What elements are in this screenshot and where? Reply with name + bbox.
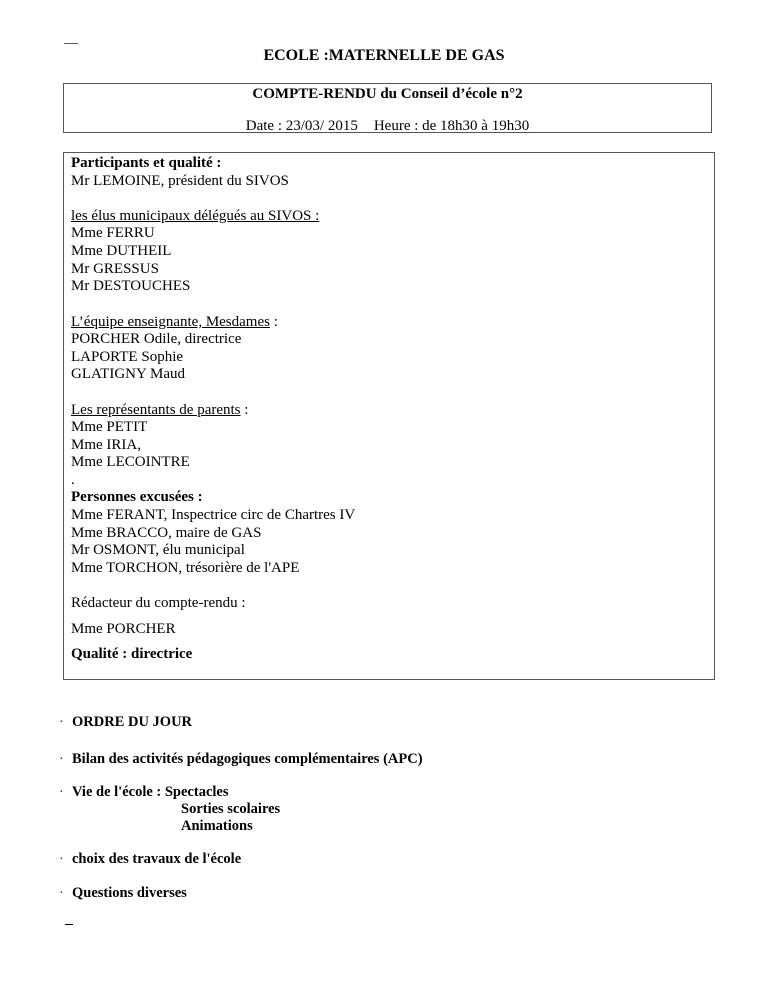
agenda-item-text: Bilan des activités pédagogiques complémentaires (APC) xyxy=(72,751,423,767)
agenda-subitem: Sorties scolaires xyxy=(181,801,281,817)
parent-item: Mme PETIT xyxy=(71,419,148,435)
qualite-line: Qualité : directrice xyxy=(71,646,193,662)
bullet-icon: · xyxy=(59,785,64,800)
bottom-margin-mark xyxy=(65,924,73,925)
elu-item: Mr DESTOUCHES xyxy=(71,278,191,294)
school-title: ECOLE :MATERNELLE DE GAS xyxy=(263,47,505,64)
separator-dot: . xyxy=(71,472,75,488)
elu-item: Mme DUTHEIL xyxy=(71,243,172,259)
bullet-icon: · xyxy=(59,852,64,867)
elu-item: Mme FERRU xyxy=(71,225,155,241)
parent-item: Mme IRIA, xyxy=(71,437,141,453)
elu-item: Mr GRESSUS xyxy=(71,261,159,277)
bullet-icon: · xyxy=(59,752,64,767)
agenda-item-text: Questions diverses xyxy=(72,885,187,901)
agenda-title xyxy=(59,714,193,731)
excuse-item: Mme FERANT, Inspectrice circ de Chartres IV xyxy=(71,507,356,523)
agenda-item xyxy=(59,784,229,801)
excuse-item: Mr OSMONT, élu municipal xyxy=(71,542,245,558)
equipe-suffix: : xyxy=(269,314,278,330)
agenda-item-text: choix des travaux de l'école xyxy=(72,851,242,867)
parent-item: Mme LECOINTRE xyxy=(71,454,190,470)
redacteur-label: Rédacteur du compte-rendu : xyxy=(71,595,246,611)
report-header-box xyxy=(63,83,712,133)
excuses-heading: Personnes excusées : xyxy=(71,489,203,505)
participant-president: Mr LEMOINE, président du SIVOS xyxy=(71,173,289,189)
agenda-item xyxy=(59,851,242,868)
parents-heading: Les représentants de parents xyxy=(71,402,241,418)
equipe-item: LAPORTE Sophie xyxy=(71,349,184,365)
report-dateline xyxy=(64,117,711,135)
report-title: COMPTE-RENDU du Conseil d’école n°2 xyxy=(252,86,523,102)
report-date: Date : 23/03/ 2015 xyxy=(245,118,358,134)
parents-heading-line xyxy=(71,401,248,419)
parents-suffix: : xyxy=(240,402,249,418)
elus-heading: les élus municipaux délégués au SIVOS : xyxy=(71,208,320,224)
equipe-item: PORCHER Odile, directrice xyxy=(71,331,242,347)
equipe-item: GLATIGNY Maud xyxy=(71,366,186,382)
redacteur-name: Mme PORCHER xyxy=(71,621,176,637)
excuse-item: Mme TORCHON, trésorière de l'APE xyxy=(71,560,300,576)
participants-heading: Participants et qualité : xyxy=(71,155,222,171)
equipe-heading: L’équipe enseignante, Mesdames xyxy=(71,314,270,330)
agenda-item xyxy=(59,751,423,768)
equipe-heading-line xyxy=(71,313,278,331)
agenda-title-text: ORDRE DU JOUR xyxy=(72,714,193,730)
agenda-item xyxy=(59,885,187,902)
agenda-item-text: Vie de l'école : Spectacles xyxy=(72,784,229,800)
report-time: Heure : de 18h30 à 19h30 xyxy=(373,118,530,134)
bullet-icon: · xyxy=(59,715,64,730)
top-margin-mark xyxy=(64,43,78,44)
participants-box xyxy=(63,152,715,680)
bullet-icon: · xyxy=(59,886,64,901)
agenda-subitem: Animations xyxy=(181,818,253,834)
excuse-item: Mme BRACCO, maire de GAS xyxy=(71,525,262,541)
